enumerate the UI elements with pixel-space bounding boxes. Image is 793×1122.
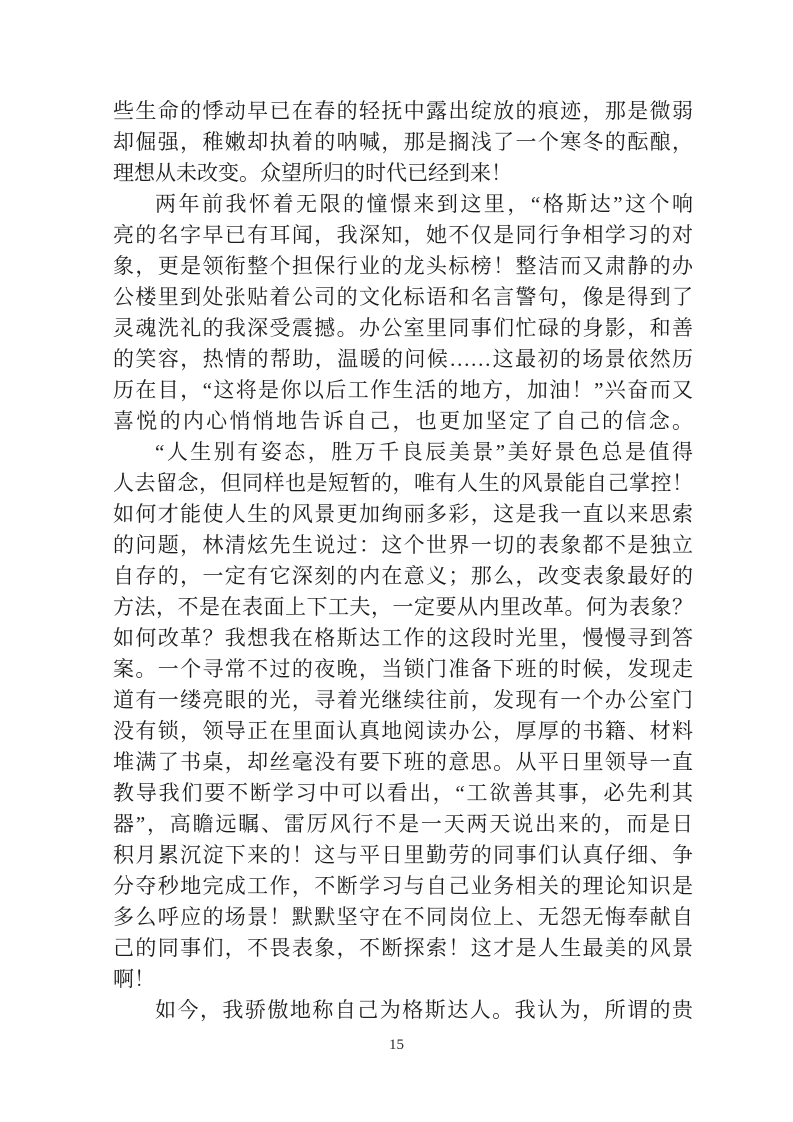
text-line: 却倔强，稚嫩却执着的呐喊，那是搁浅了一个寒冬的酝酿，	[113, 130, 693, 154]
text-line: 方法，不是在表面上下工夫，一定要从内里改革。何为表象？	[113, 595, 693, 619]
text-line: 亮的名字早已有耳闻，我深知，她不仅是同行争相学习的对	[113, 223, 693, 247]
text-line: 如今，我骄傲地称自己为格斯达人。我认为，所谓的贵	[155, 998, 693, 1022]
text-line: 堆满了书桌，却丝毫没有要下班的意思。从平日里领导一直	[113, 750, 693, 774]
text-line: 分夺秒地完成工作，不断学习与自己业务相关的理论知识是	[113, 874, 693, 898]
text-line: “人生别有姿态，胜万千良辰美景”美好景色总是值得	[155, 440, 693, 464]
body-text	[113, 96, 693, 1026]
page-footer	[0, 1036, 793, 1054]
text-line: 的笑容，热情的帮助，温暖的问候……这最初的场景依然历	[113, 347, 693, 371]
text-line: 器”，高瞻远瞩、雷厉风行不是一天两天说出来的，而是日	[113, 812, 693, 836]
text-line: 案。一个寻常不过的夜晚，当锁门准备下班的时候，发现走	[113, 657, 693, 681]
text-line: 没有锁，领导正在里面认真地阅读办公，厚厚的书籍、材料	[113, 719, 693, 743]
text-line: 理想从未改变。众望所归的时代已经到来！	[113, 161, 512, 185]
text-line: 己的同事们，不畏表象，不断探索！这才是人生最美的风景	[113, 936, 693, 960]
text-line: 如何才能使人生的风景更加绚丽多彩，这是我一直以来思索	[113, 502, 693, 526]
text-line: 多么呼应的场景！默默坚守在不同岗位上、无怨无悔奉献自	[113, 905, 693, 929]
text-line: 积月累沉淀下来的！这与平日里勤劳的同事们认真仔细、争	[113, 843, 693, 867]
text-line: 教导我们要不断学习中可以看出，“工欲善其事，必先利其	[113, 781, 693, 805]
text-line: 的问题，林清炫先生说过：这个世界一切的表象都不是独立	[113, 533, 693, 557]
text-line: 啊！	[113, 967, 155, 991]
text-line: 象，更是领衔整个担保行业的龙头标榜！整洁而又肃静的办	[113, 254, 693, 278]
text-line: 历在目，“这将是你以后工作生活的地方，加油！”兴奋而又	[113, 378, 693, 402]
text-line: 公楼里到处张贴着公司的文化标语和名言警句，像是得到了	[113, 285, 693, 309]
page-number: 15	[389, 1037, 404, 1053]
text-line: 自存的，一定有它深刻的内在意义；那么，改变表象最好的	[113, 564, 693, 588]
text-line: 如何改革？我想我在格斯达工作的这段时光里，慢慢寻到答	[113, 626, 693, 650]
text-line: 些生命的悸动早已在春的轻抚中露出绽放的痕迹，那是微弱	[113, 99, 693, 123]
text-line: 人去留念，但同样也是短暂的，唯有人生的风景能自己掌控！	[113, 471, 693, 495]
text-line: 喜悦的内心悄悄地告诉自己，也更加坚定了自己的信念。	[113, 409, 693, 433]
text-line: 道有一缕亮眼的光，寻着光继续往前，发现有一个办公室门	[113, 688, 693, 712]
text-line: 灵魂洗礼的我深受震撼。办公室里同事们忙碌的身影，和善	[113, 316, 693, 340]
text-line: 两年前我怀着无限的憧憬来到这里，“格斯达”这个响	[155, 192, 693, 216]
